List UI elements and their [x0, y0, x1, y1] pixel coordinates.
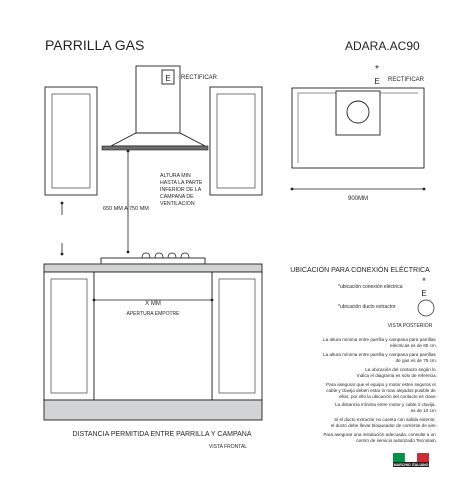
notes — [323, 337, 437, 443]
burners — [142, 253, 189, 258]
upper-cabinet-left — [45, 87, 97, 195]
legend-duct-icon — [418, 300, 434, 316]
marchio-italiano-badge — [393, 453, 429, 467]
burner — [181, 253, 189, 258]
note-2: La altura mínima entre parrilla y campana para parrillas de gas es de 75 cm. — [323, 352, 437, 363]
cooktop-top — [101, 258, 205, 264]
plinth — [44, 400, 262, 420]
hood-base — [102, 146, 208, 150]
top-view — [292, 64, 425, 202]
hood-outlet-label: RECTIFICAR — [181, 75, 217, 81]
legend-heading: UBICACIÓN PARA CONEXIÓN ELÉCTRICA — [290, 267, 430, 274]
burner — [155, 253, 163, 258]
note-7: Para asegurar una instalación adecuada, consulte a un centro de servicio autorizado Tecnolam. — [323, 432, 437, 443]
note-1: La altura mínima entre parrilla y campana para parrillas eléctricas es de 65 cm. — [323, 337, 437, 348]
page-title: PARRILLA GAS — [45, 37, 145, 53]
note-6: Si el ducto extractor no cuenta con salida exterior, el ducto debe llevar bloqueador de corriente de aire. — [330, 417, 437, 428]
upper-cabinet-right — [210, 87, 262, 195]
top-width-label: 900MM — [347, 196, 369, 202]
top-outlet-star: * — [375, 64, 379, 75]
cutout-opening — [94, 272, 212, 400]
height-note — [160, 173, 204, 207]
note-3: La ubicación del contacto según lo indica el diagrama es solo de referecia. — [357, 367, 437, 378]
height-note-line: CAMPANA DE — [160, 194, 194, 200]
distance-caption: DISTANCIA PERMITIDA ENTRE PARRILLA Y CAMPANA — [72, 431, 252, 438]
legend-duct-label: *ubicación ducto extractor — [338, 304, 396, 310]
height-note-line: VENTILACION — [160, 201, 195, 207]
burner — [168, 253, 176, 258]
lower-cabinet-right — [212, 272, 262, 400]
legend — [290, 265, 434, 329]
dimension-range-label: 650 MM A 750 MM — [103, 206, 149, 212]
countertop — [44, 264, 262, 272]
front-view — [44, 253, 262, 450]
hood-outlet-symbol: E — [165, 74, 171, 83]
cutout-opening-label: APERTURA EMPOTRE — [126, 311, 180, 317]
legend-electric-symbol: E — [421, 289, 427, 298]
legend-star-icon: * — [422, 276, 426, 286]
front-view-label: VISTA FRONTAL — [208, 444, 248, 450]
top-outlet-symbol: E — [374, 77, 380, 86]
legend-view-label: VISTA POSTERIOR — [387, 323, 433, 329]
model-code: ADARA.AC90 — [345, 39, 420, 53]
badge-label: MARCHIO ITALIANO — [393, 463, 429, 467]
flag-red — [417, 453, 429, 462]
top-outlet-label: RECTIFICAR — [388, 77, 424, 83]
cutout-width-label: X MM — [145, 301, 161, 307]
height-note-line: HASTA LA PARTE — [160, 180, 203, 186]
flag-white — [405, 453, 417, 462]
height-note-line: ALTURA MIN — [160, 173, 191, 179]
hood-body — [111, 133, 205, 146]
lower-cabinet-left — [44, 272, 94, 400]
legend-electric-label: *ubicación conexión eléctrica — [338, 284, 403, 290]
burner — [142, 253, 150, 258]
hood-elevation — [45, 66, 262, 195]
note-5: La distancia mínima entre motor y cable ó clavija, es de 10 cm. — [335, 402, 437, 413]
note-4: Para asegurar que el equipo y motor esten seguros el cable y clavija deben estar lo mas alejados posible de ellos, por ello la ubicación del contacto es clave. — [326, 382, 437, 399]
duct-circle — [347, 101, 369, 123]
flag-green — [393, 453, 405, 462]
height-note-line: INFERIOR DE LA — [160, 187, 201, 193]
